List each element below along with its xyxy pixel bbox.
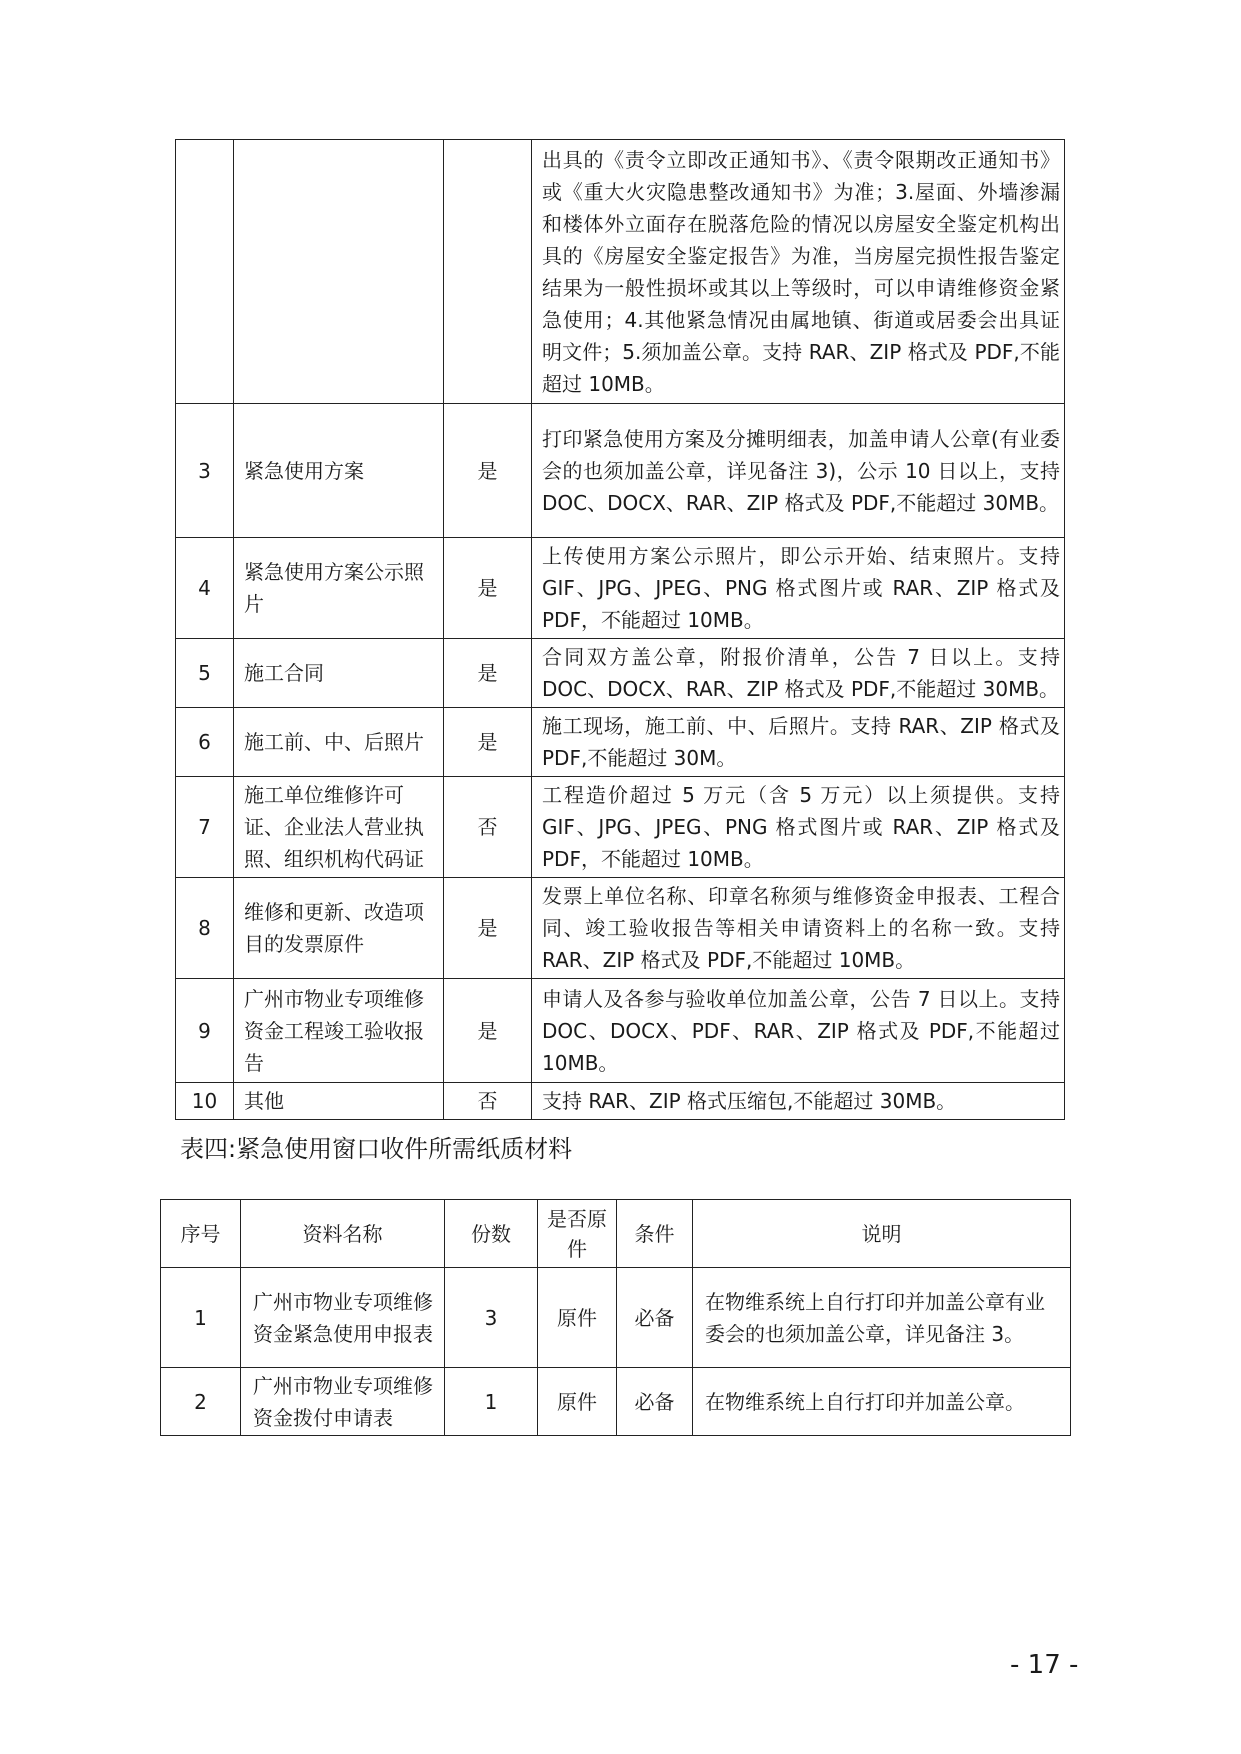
table-row (176, 1083, 1065, 1120)
header-no: 序号 (161, 1200, 241, 1268)
material-name: 施工合同 (234, 639, 444, 708)
original-flag: 原件 (538, 1368, 617, 1436)
condition: 必备 (617, 1268, 693, 1368)
required-flag: 是 (444, 708, 532, 777)
row-number: 4 (176, 538, 234, 639)
required-flag: 是 (444, 404, 532, 538)
material-name: 施工单位维修许可证、企业法人营业执照、组织机构代码证 (234, 777, 444, 878)
header-description: 说明 (693, 1200, 1071, 1268)
material-description: 申请人及各参与验收单位加盖公章，公告 7 日以上。支持 DOC、DOCX、PDF、RAR、ZIP 格式及 PDF,不能超过 10MB。 (532, 979, 1065, 1083)
material-description: 发票上单位名称、印章名称须与维修资金申报表、工程合同、竣工验收报告等相关申请资料上的名称一致。支持 RAR、ZIP 格式及 PDF,不能超过 10MB。 (532, 878, 1065, 979)
copies: 1 (445, 1368, 538, 1436)
table-row (176, 404, 1065, 538)
table-row (161, 1268, 1071, 1368)
required-flag: 是 (444, 639, 532, 708)
table-header-row (161, 1200, 1071, 1268)
required-flag (444, 140, 532, 404)
material-description: 上传使用方案公示照片，即公示开始、结束照片。支持 GIF、JPG、JPEG、PNG 格式图片或 RAR、ZIP 格式及 PDF，不能超过 10MB。 (532, 538, 1065, 639)
table-row (176, 777, 1065, 878)
material-description: 施工现场，施工前、中、后照片。支持 RAR、ZIP 格式及 PDF,不能超过 30M。 (532, 708, 1065, 777)
table-row (176, 538, 1065, 639)
row-number: 9 (176, 979, 234, 1083)
paper-materials-table (160, 1199, 1071, 1436)
material-name: 紧急使用方案公示照片 (234, 538, 444, 639)
table4-title: 表四:紧急使用窗口收件所需纸质材料 (180, 1135, 573, 1163)
table-row (176, 708, 1065, 777)
table-row (176, 878, 1065, 979)
row-number: 8 (176, 878, 234, 979)
material-name: 维修和更新、改造项目的发票原件 (234, 878, 444, 979)
material-description: 合同双方盖公章，附报价清单，公告 7 日以上。支持 DOC、DOCX、RAR、ZIP 格式及 PDF,不能超过 30MB。 (532, 639, 1065, 708)
required-flag: 是 (444, 538, 532, 639)
material-name: 广州市物业专项维修资金拨付申请表 (241, 1368, 445, 1436)
materials-table (175, 139, 1065, 1120)
copies: 3 (445, 1268, 538, 1368)
material-name: 其他 (234, 1083, 444, 1120)
table-row (176, 140, 1065, 404)
material-description: 在物维系统上自行打印并加盖公章。 (693, 1368, 1071, 1436)
material-description: 打印紧急使用方案及分摊明细表，加盖申请人公章(有业委会的也须加盖公章，详见备注 3)，公示 10 日以上，支持 DOC、DOCX、RAR、ZIP 格式及 PDF,不能超过 30MB。 (532, 404, 1065, 538)
table-row (161, 1368, 1071, 1436)
header-name: 资料名称 (241, 1200, 445, 1268)
row-number: 3 (176, 404, 234, 538)
row-number: 7 (176, 777, 234, 878)
header-condition: 条件 (617, 1200, 693, 1268)
material-name: 广州市物业专项维修资金工程竣工验收报告 (234, 979, 444, 1083)
condition: 必备 (617, 1368, 693, 1436)
row-number: 1 (161, 1268, 241, 1368)
material-name (234, 140, 444, 404)
header-original: 是否原件 (538, 1200, 617, 1268)
material-name: 紧急使用方案 (234, 404, 444, 538)
material-description: 工程造价超过 5 万元（含 5 万元）以上须提供。支持 GIF、JPG、JPEG、PNG 格式图片或 RAR、ZIP 格式及 PDF，不能超过 10MB。 (532, 777, 1065, 878)
original-flag: 原件 (538, 1268, 617, 1368)
required-flag: 是 (444, 878, 532, 979)
row-number: 10 (176, 1083, 234, 1120)
table-row (176, 639, 1065, 708)
required-flag: 否 (444, 777, 532, 878)
row-number (176, 140, 234, 404)
row-number: 6 (176, 708, 234, 777)
required-flag: 是 (444, 979, 532, 1083)
table-row (176, 979, 1065, 1083)
header-copies: 份数 (445, 1200, 538, 1268)
material-description: 支持 RAR、ZIP 格式压缩包,不能超过 30MB。 (532, 1083, 1065, 1120)
material-name: 施工前、中、后照片 (234, 708, 444, 777)
row-number: 2 (161, 1368, 241, 1436)
material-description: 出具的《责令立即改正通知书》、《责令限期改正通知书》或《重大火灾隐患整改通知书》为准；3.屋面、外墙渗漏和楼体外立面存在脱落危险的情况以房屋安全鉴定机构出具的《房屋安全鉴定报告》为准，当房屋完损性报告鉴定结果为一般性损坏或其以上等级时，可以申请维修资金紧急使用；4.其他紧急情况由属地镇、街道或居委会出具证明文件；5.须加盖公章。支持 RAR、ZIP 格式及 PDF,不能超过 10MB。 (532, 140, 1065, 404)
row-number: 5 (176, 639, 234, 708)
page-number: - 17 - (1010, 1650, 1079, 1680)
material-description: 在物维系统上自行打印并加盖公章有业委会的也须加盖公章，详见备注 3。 (693, 1268, 1071, 1368)
required-flag: 否 (444, 1083, 532, 1120)
material-name: 广州市物业专项维修资金紧急使用申报表 (241, 1268, 445, 1368)
